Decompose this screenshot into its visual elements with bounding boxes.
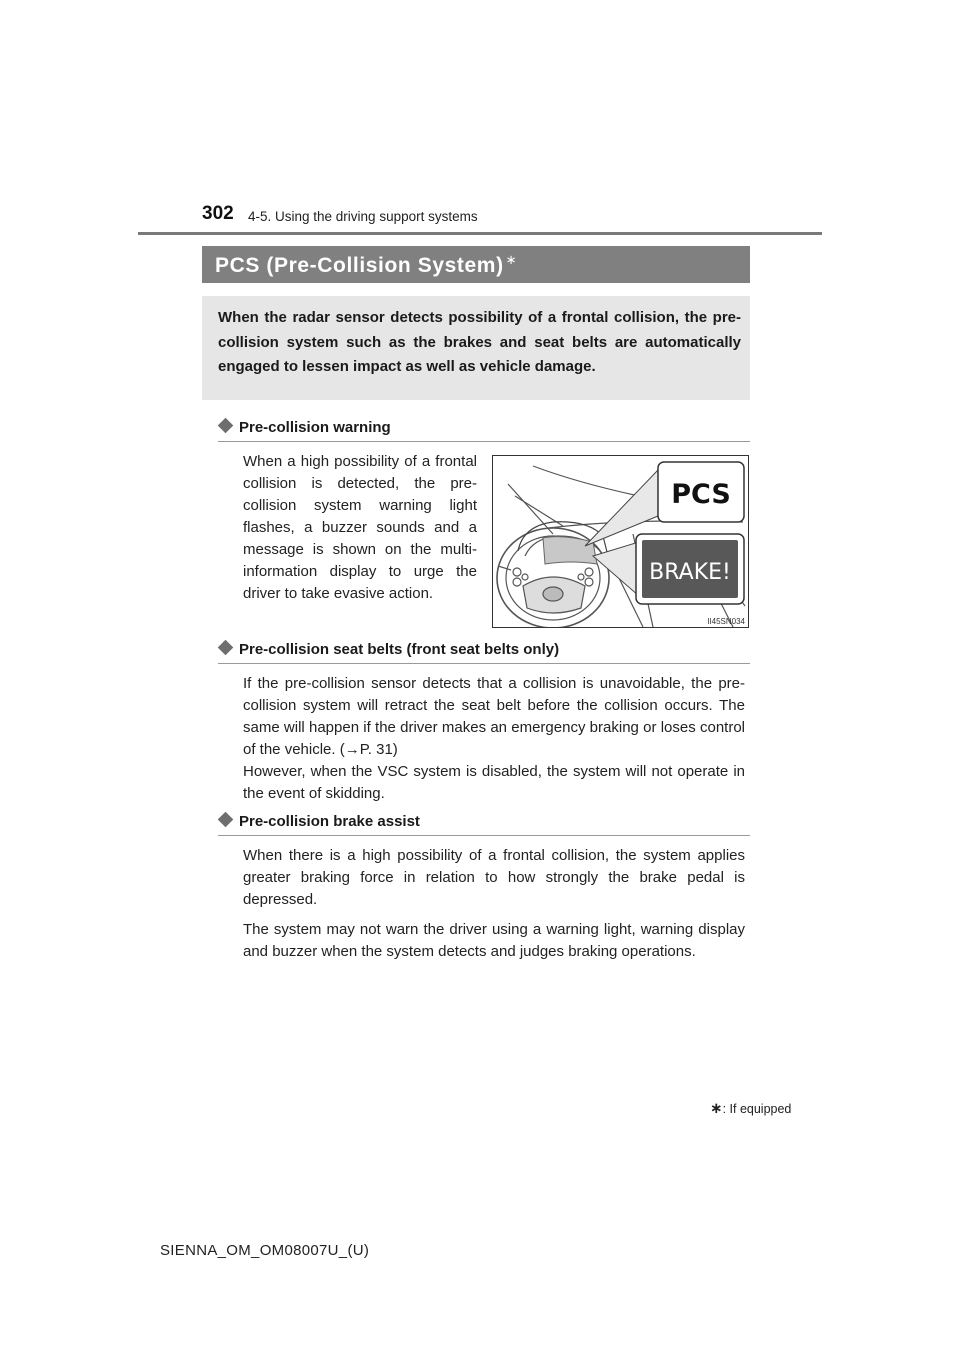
footnote-marker: ∗ [710, 1100, 723, 1117]
document-code: SIENNA_OM_OM08007U_(U) [160, 1242, 370, 1259]
section-heading-warning [218, 419, 391, 436]
body-paragraph: When there is a high possibility of a frontal collision, the system applies greater braking force in relation to how strongly the brake pedal is depressed. [243, 847, 745, 908]
page-title [215, 252, 517, 278]
diamond-bullet-icon [218, 418, 234, 434]
body-paragraph: The system may not warn the driver using a warning light, warning display and buzzer when the system detects and judges braking operations. [243, 921, 745, 960]
section-breadcrumb: 4-5. Using the driving support systems [248, 209, 478, 224]
section-divider [218, 835, 750, 836]
section-heading-text: Pre-collision seat belts (front seat belts only) [239, 641, 560, 658]
intro-box [202, 296, 750, 400]
section-body-brake-assist [243, 845, 745, 963]
section-body-warning [243, 451, 477, 605]
section-heading-seat-belts [218, 641, 559, 658]
steering-wheel-display-illustration [493, 456, 748, 627]
brake-message-label: BRAKE! [649, 560, 731, 585]
pcs-indicator-label: PCS [671, 479, 731, 510]
section-heading-text: Pre-collision brake assist [239, 813, 420, 830]
body-paragraph: However, when the VSC system is disabled, the system will not operate in the event of skidding. [243, 763, 745, 802]
figure-code: II45SN034 [707, 617, 745, 626]
footnote-text: : If equipped [722, 1102, 792, 1116]
section-divider [218, 663, 750, 664]
diamond-bullet-icon [218, 640, 234, 656]
section-body-seat-belts [243, 673, 745, 805]
page-number: 302 [202, 203, 234, 224]
footnote [710, 1099, 791, 1117]
diamond-bullet-icon [218, 812, 234, 828]
dashboard-illustration [492, 455, 749, 628]
section-heading-brake-assist [218, 813, 420, 830]
section-heading-text: Pre-collision warning [239, 419, 391, 436]
intro-text: When the radar sensor detects possibility of a frontal collision, the pre-collision system such as the brakes and seat belts are automatically engaged to lessen impact as well as vehicle damage. [218, 309, 741, 375]
page-title-text: PCS (Pre-Collision System) [215, 254, 504, 277]
body-paragraph: When a high possibility of a frontal collision is detected, the pre-collision system warning light flashes, a buzzer sounds and a message is shown on the multi-information display to urge the driver to take evasive action. [243, 453, 477, 602]
body-paragraph: If the pre-collision sensor detects that a collision is unavoidable, the pre-collision system will retract the seat belt before the collision occurs. The same will happen if the driver makes an emergency braking or loses control of the vehicle. (→P. 31) [243, 675, 745, 758]
section-divider [218, 441, 750, 442]
title-footnote-marker: ∗ [505, 252, 518, 267]
header-divider [138, 232, 822, 235]
